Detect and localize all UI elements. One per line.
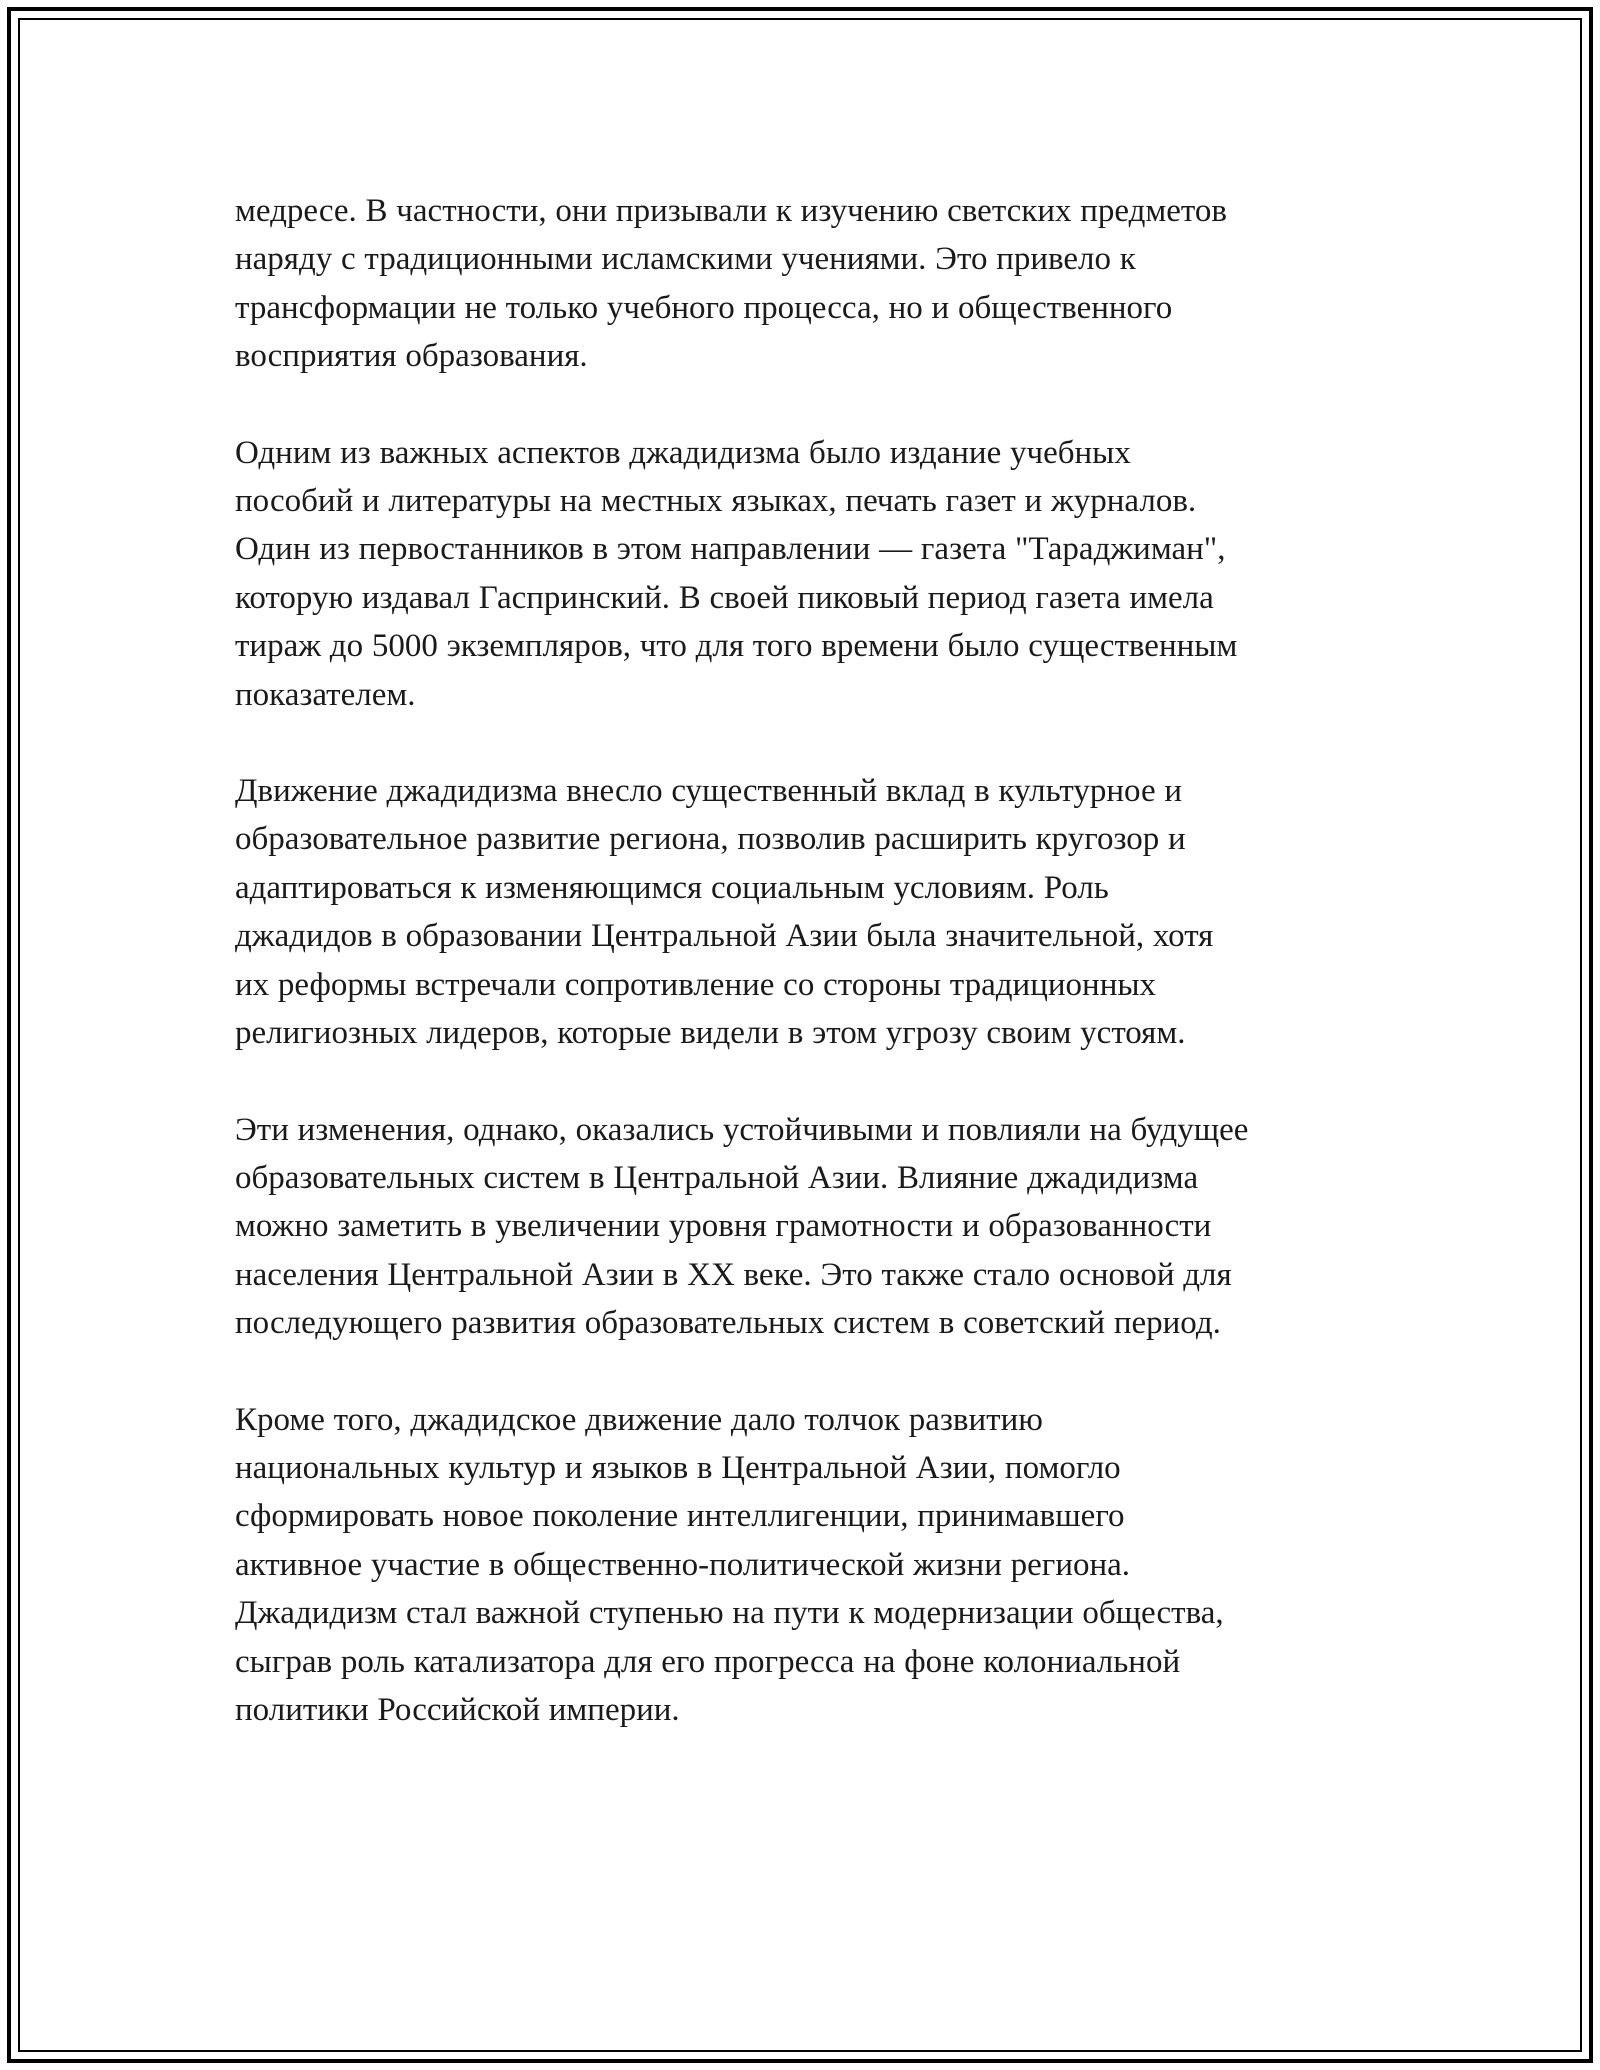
paragraph: Эти изменения, однако, оказались устойчивыми и повлияли на будущее образовательных систем в Центральной Азии. Влияние джадидизма можно заметить в увеличении уровня грамотности и образованности населения Центральной Азии в XX веке. Это также стало основой для последующего развития образовательных систем в советский период. [235, 1111, 1249, 1342]
document-body [235, 187, 1395, 1782]
paragraph: Одним из важных аспектов джадидизма было издание учебных пособий и литературы на местных языках, печать газет и журналов. Один из первостанников в этом направлении — газета "Тараджиман", которую издавал Гаспринский. В своей пиковый период газета имела тираж до 5000 экземпляров, что для того времени было существенным показателем. [235, 434, 1238, 713]
paragraph: медресе. В частности, они призывали к изучению светских предметов наряду с традиционными исламскими учениями. Это привело к трансформации не только учебного процесса, но и общественного восприятия образования. [235, 193, 1228, 375]
paragraph: Кроме того, джадидское движение дало толчок развитию национальных культур и языков в Центральной Азии, помогло сформировать новое поколение интеллигенции, принимавшего активное участие в общественно-политической жизни региона. Джадидизм стал важной ступенью на пути к модернизации общества, сыграв роль катализатора для его прогресса на фоне колониальной политики Российской империи. [235, 1401, 1224, 1728]
paragraph: Движение джадидизма внесло существенный вклад в культурное и образовательное развитие региона, позволив расширить кругозор и адаптироваться к изменяющимся социальным условиям. Роль джадидов в образовании Центральной Азии была значительной, хотя их реформы встречали сопротивление со стороны традиционных религиозных лидеров, которые видели в этом угрозу своим устоям. [235, 773, 1214, 1052]
